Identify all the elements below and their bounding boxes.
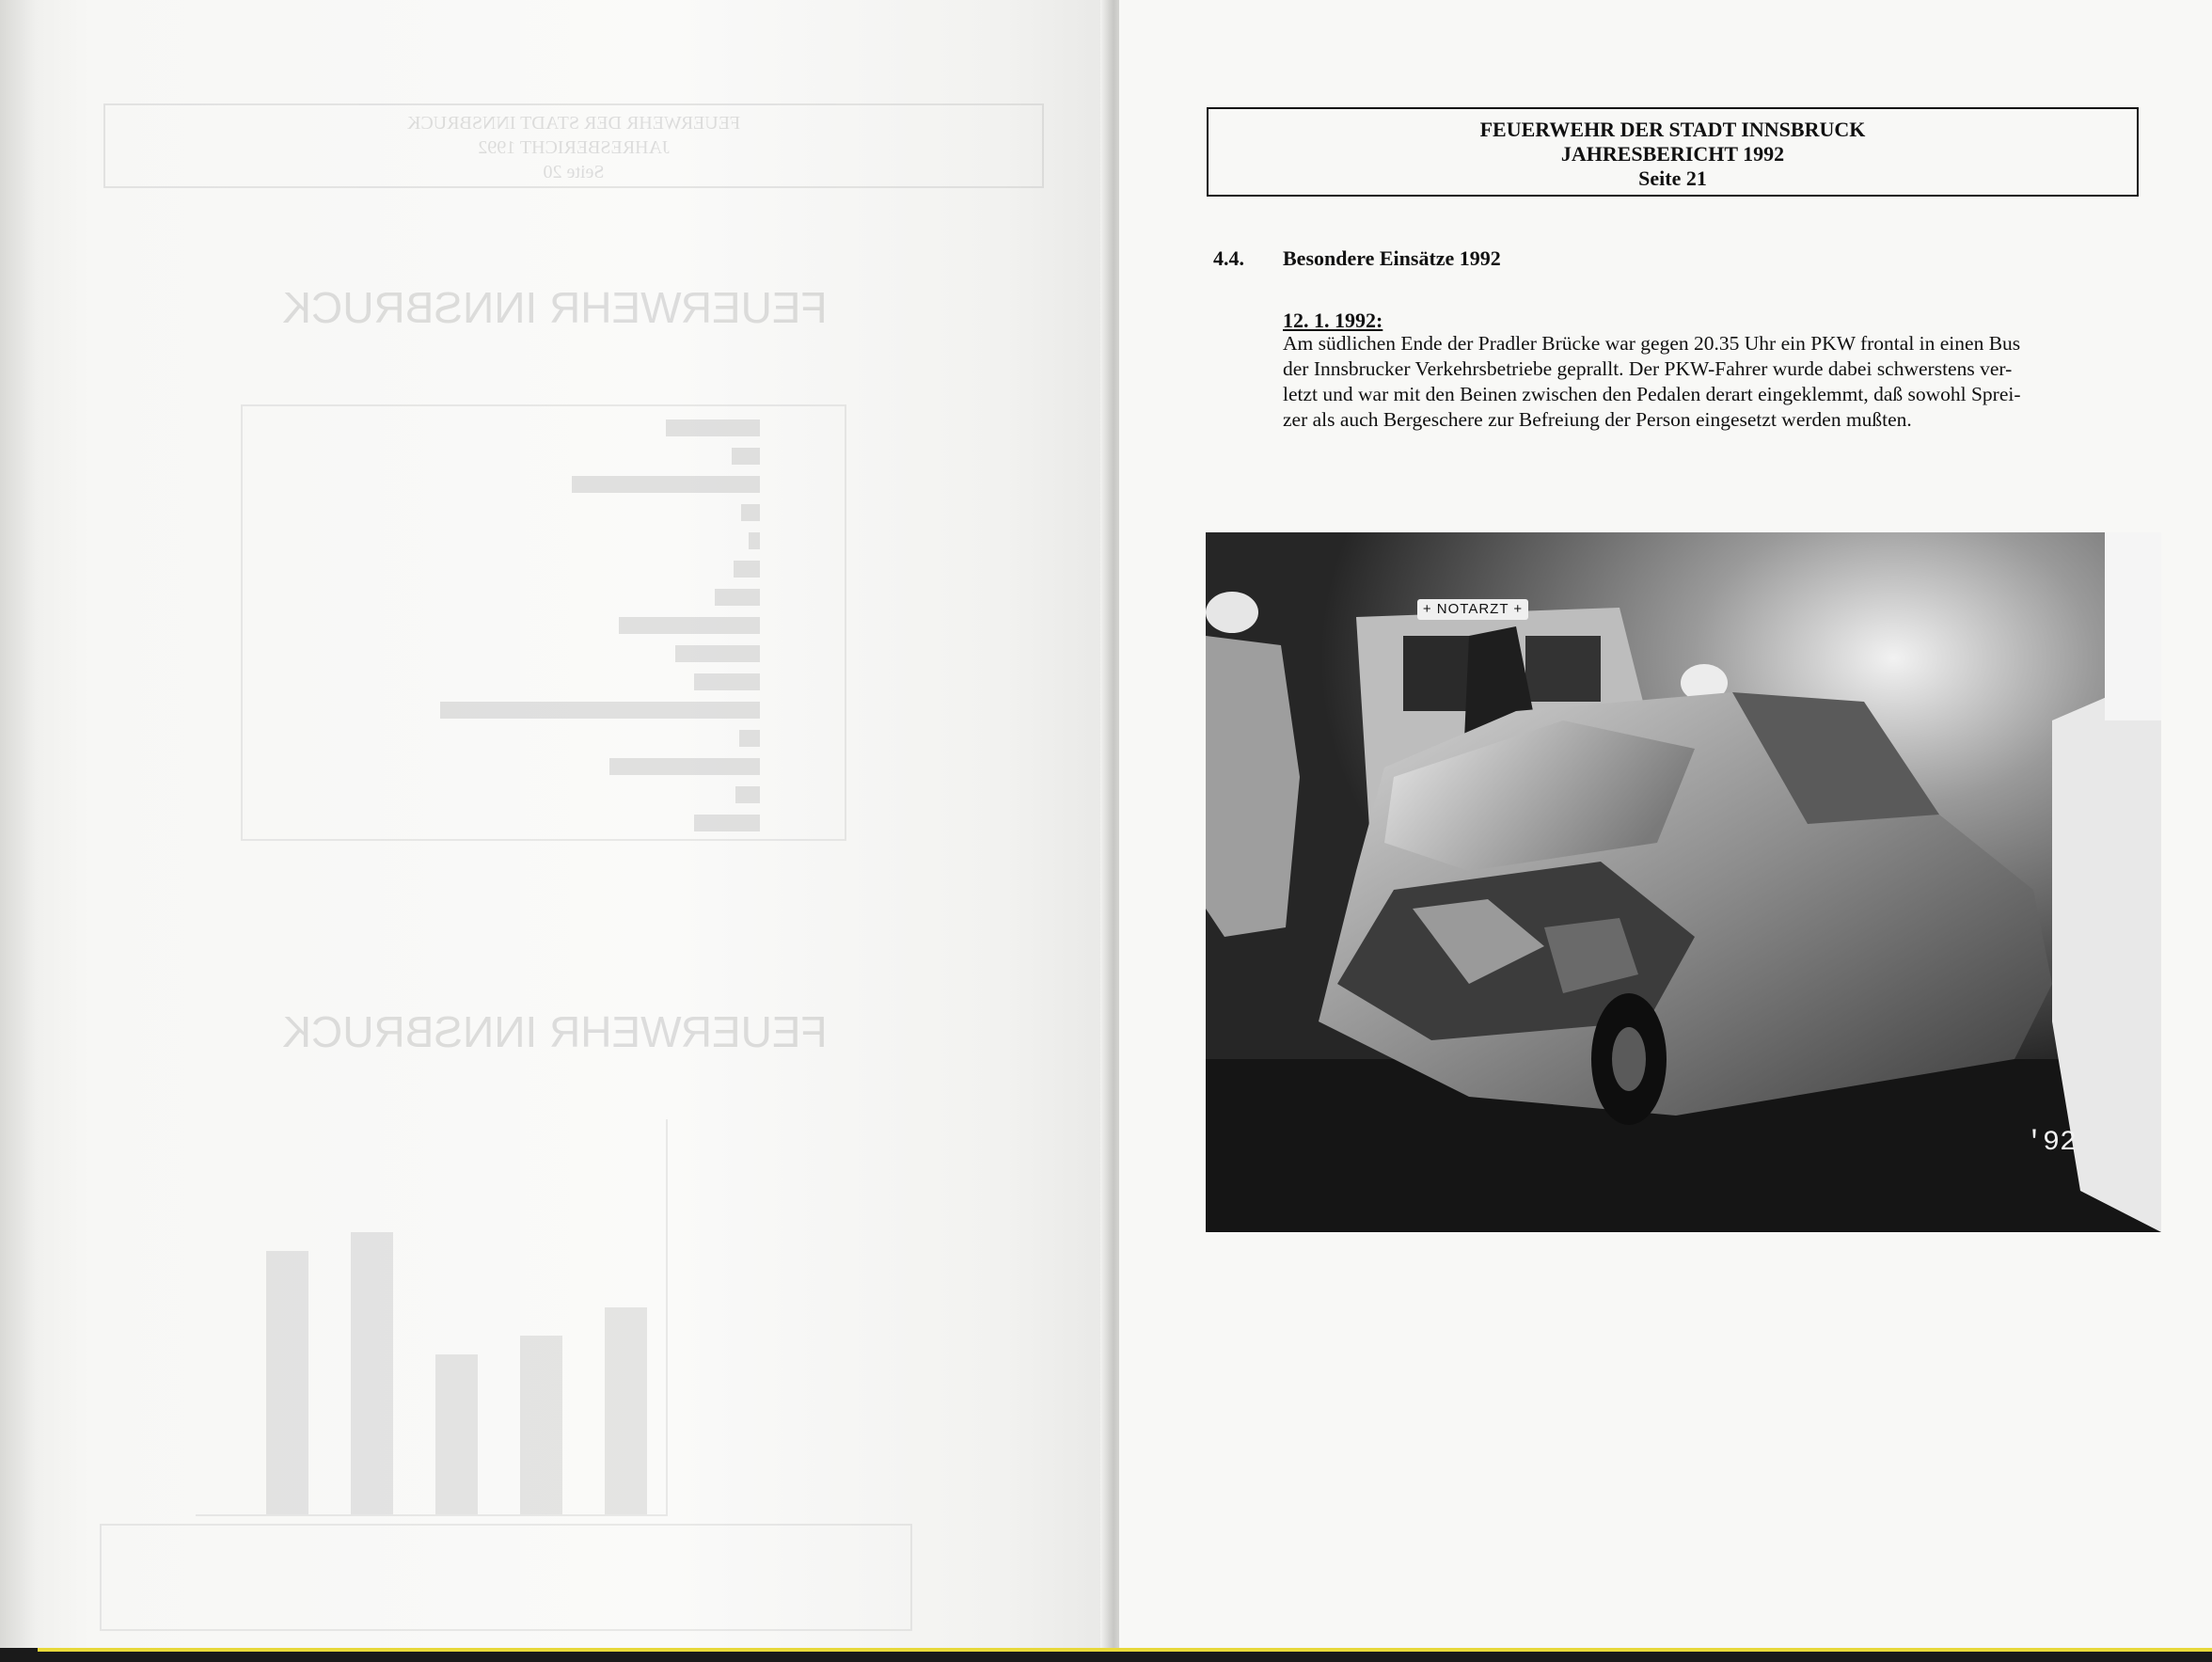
bleed-column xyxy=(351,1232,393,1514)
entry-date: 12. 1. 1992: xyxy=(1283,309,1383,332)
bleed-column xyxy=(605,1307,647,1514)
photo-drawing xyxy=(1206,532,2161,1232)
header-title: FEUERWEHR DER STADT INNSBRUCK xyxy=(1479,118,1866,141)
helmet-shape xyxy=(1206,592,1258,633)
bleed-chart-title: FEUERWEHR INNSBRUCK xyxy=(282,1007,828,1056)
bleed-bar xyxy=(619,617,760,634)
section-number: 4.4. xyxy=(1213,246,1244,270)
bleed-header-line: JAHRESBERICHT 1992 xyxy=(478,137,670,158)
bleed-bar xyxy=(675,645,760,662)
page-header-box xyxy=(1207,107,2139,197)
bleed-header-line: Seite 20 xyxy=(543,162,605,182)
wheel-hub-shape xyxy=(1612,1027,1646,1091)
bleed-column-chart xyxy=(196,1119,668,1516)
bleed-bar xyxy=(666,419,760,436)
bleed-bar xyxy=(715,589,760,606)
paragraph-line: zer als auch Bergeschere zur Befreiung der Person eingesetzt werden mußten. xyxy=(1283,408,1912,431)
header-subtitle: JAHRESBERICHT 1992 xyxy=(1560,142,1785,166)
ambulance-window xyxy=(1525,636,1601,702)
bleed-bar xyxy=(440,702,760,719)
bleed-column xyxy=(520,1336,562,1514)
photo-date-stamp: '92 xyxy=(2026,1127,2078,1159)
page-edge xyxy=(0,0,36,1662)
bleed-bar xyxy=(741,504,760,521)
bleed-header xyxy=(103,103,1044,188)
bleed-bar xyxy=(734,561,760,578)
bleed-bar xyxy=(749,532,760,549)
bleed-header-line: FEUERWEHR DER STADT INNSBRUCK xyxy=(406,113,741,134)
bleed-bar xyxy=(735,786,760,803)
bleed-through-content xyxy=(103,103,1044,1608)
bleed-bar-chart xyxy=(241,404,846,841)
bleed-bar xyxy=(609,758,760,775)
bleed-bar xyxy=(732,448,760,465)
bleed-column xyxy=(266,1251,308,1514)
firefighter-shape xyxy=(1206,636,1300,937)
scan-edge-highlight xyxy=(38,1648,2212,1652)
entry-paragraph xyxy=(1283,331,2129,433)
bleed-bar xyxy=(694,673,760,690)
paragraph-line: letzt und war mit den Beinen zwischen den Pedalen derart eingeklemmt, daß sowohl Sprei- xyxy=(1283,383,2021,405)
bleed-column xyxy=(435,1354,478,1514)
paragraph-line: Am südlichen Ende der Pradler Brücke war gegen 20.35 Uhr ein PKW frontal in einen Bus xyxy=(1283,332,2021,355)
header-page-number: Seite 21 xyxy=(1638,166,1707,190)
notarzt-sign: + NOTARZT + xyxy=(1417,599,1528,620)
section-title: Besondere Einsätze 1992 xyxy=(1283,246,1501,270)
bleed-chart-title: FEUERWEHR INNSBRUCK xyxy=(282,283,828,332)
bleed-table xyxy=(100,1524,912,1631)
bleed-bar xyxy=(694,815,760,831)
accident-photo xyxy=(1206,532,2161,1232)
bleed-bar xyxy=(572,476,760,493)
bleed-bar xyxy=(739,730,760,747)
photo-white-corner xyxy=(2105,532,2161,720)
paragraph-line: der Innsbrucker Verkehrsbetriebe geprallt. Der PKW-Fahrer wurde dabei schwerstens ver- xyxy=(1283,357,2013,380)
